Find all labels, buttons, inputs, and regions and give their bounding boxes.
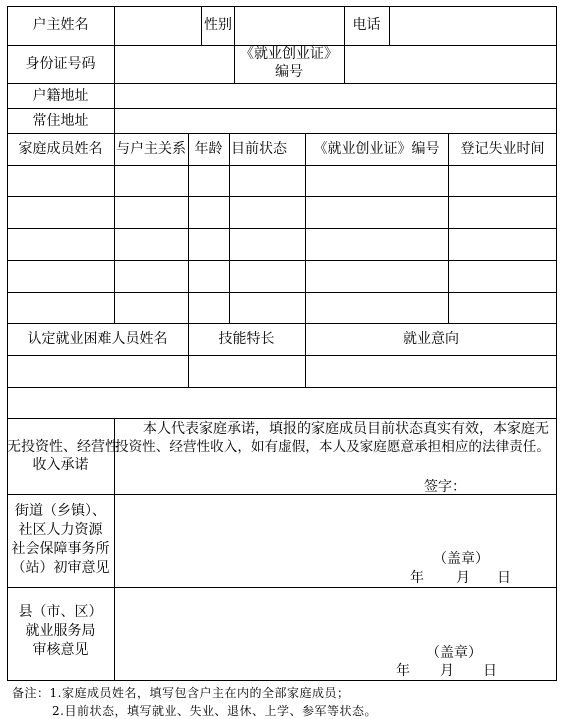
commitment-text-line2: 投资性、经营性收入，如有虚假，本人及家庭愿意承担相应的法律责任。 (115, 439, 550, 455)
skill-header: 技能特长 (218, 331, 275, 347)
county-year: 年 (396, 663, 410, 679)
street-month: 月 (456, 570, 470, 586)
county-month: 月 (440, 663, 454, 679)
county-review-label-3: 审核意见 (32, 642, 89, 658)
id-number-field[interactable] (115, 46, 234, 83)
county-seal: （盖章） (426, 645, 482, 661)
residential-address-label: 常住地址 (32, 113, 89, 129)
gender-field[interactable] (235, 7, 344, 45)
commitment-label-line2: 收入承诺 (32, 457, 89, 473)
street-day: 日 (497, 570, 511, 586)
col-divider (114, 418, 115, 681)
street-review-label-2: 社区人力资源 (18, 522, 103, 538)
commitment-text-line1: 本人代表家庭承诺，填报的家庭成员目前状态真实有效，本家庭无 (143, 421, 549, 437)
cert-number-label-line2: 编号 (275, 64, 303, 80)
row-divider (7, 133, 557, 134)
householder-name-label: 户主姓名 (32, 17, 89, 33)
county-day: 日 (483, 663, 497, 679)
unemployment-reg-time-header: 登记失业时间 (460, 141, 545, 157)
phone-label: 电话 (352, 17, 381, 33)
row-divider (7, 587, 557, 588)
householder-name-field[interactable] (115, 7, 201, 45)
county-review-label-1: 县（市、区） (18, 604, 103, 620)
table-row[interactable] (8, 261, 556, 292)
registered-address-field[interactable] (115, 84, 556, 108)
phone-field[interactable] (390, 7, 556, 45)
member-cert-number-header: 《就业创业证》编号 (313, 141, 440, 157)
table-row[interactable] (8, 197, 556, 228)
col-divider (201, 6, 202, 45)
signature-label: 签字： (424, 479, 466, 495)
table-row[interactable] (8, 166, 556, 196)
residential-address-field[interactable] (115, 109, 556, 133)
id-number-label: 身份证号码 (25, 56, 96, 72)
row-divider (7, 494, 557, 495)
street-review-label-3: 社会保障事务所 (11, 541, 110, 557)
member-name-header: 家庭成员姓名 (18, 141, 103, 157)
relation-header: 与户主关系 (116, 141, 186, 157)
table-row[interactable] (8, 293, 556, 323)
cert-number-label-line1: 《就业创业证》 (240, 46, 338, 62)
gender-label: 性别 (204, 17, 232, 33)
note-line-1: 备注：1.家庭成员姓名，填写包含户主在内的全部家庭成员； (12, 686, 350, 700)
registered-address-label: 户籍地址 (32, 88, 89, 104)
employment-intention-header: 就业意向 (403, 331, 459, 347)
table-row[interactable] (8, 356, 556, 387)
street-review-label-4: （站）初审意见 (11, 560, 110, 576)
age-header: 年龄 (194, 141, 223, 157)
difficulty-person-name-header: 认定就业困难人员姓名 (27, 331, 168, 347)
row-divider (7, 418, 557, 419)
commitment-label-line1: 无投资性、经营性 (7, 439, 119, 455)
row-divider (7, 323, 557, 324)
street-review-label-1: 街道（乡镇）、 (15, 503, 106, 519)
cert-number-field[interactable] (345, 46, 556, 83)
street-year: 年 (410, 570, 424, 586)
table-row[interactable] (8, 229, 556, 260)
county-review-label-2: 就业服务局 (25, 623, 96, 639)
note-line-2: 2.目前状态，填写就业、失业、退休、上学、参军等状态。 (52, 704, 377, 718)
street-seal: （盖章） (433, 551, 489, 567)
status-header: 目前状态 (231, 141, 287, 157)
table-row[interactable] (8, 388, 556, 418)
